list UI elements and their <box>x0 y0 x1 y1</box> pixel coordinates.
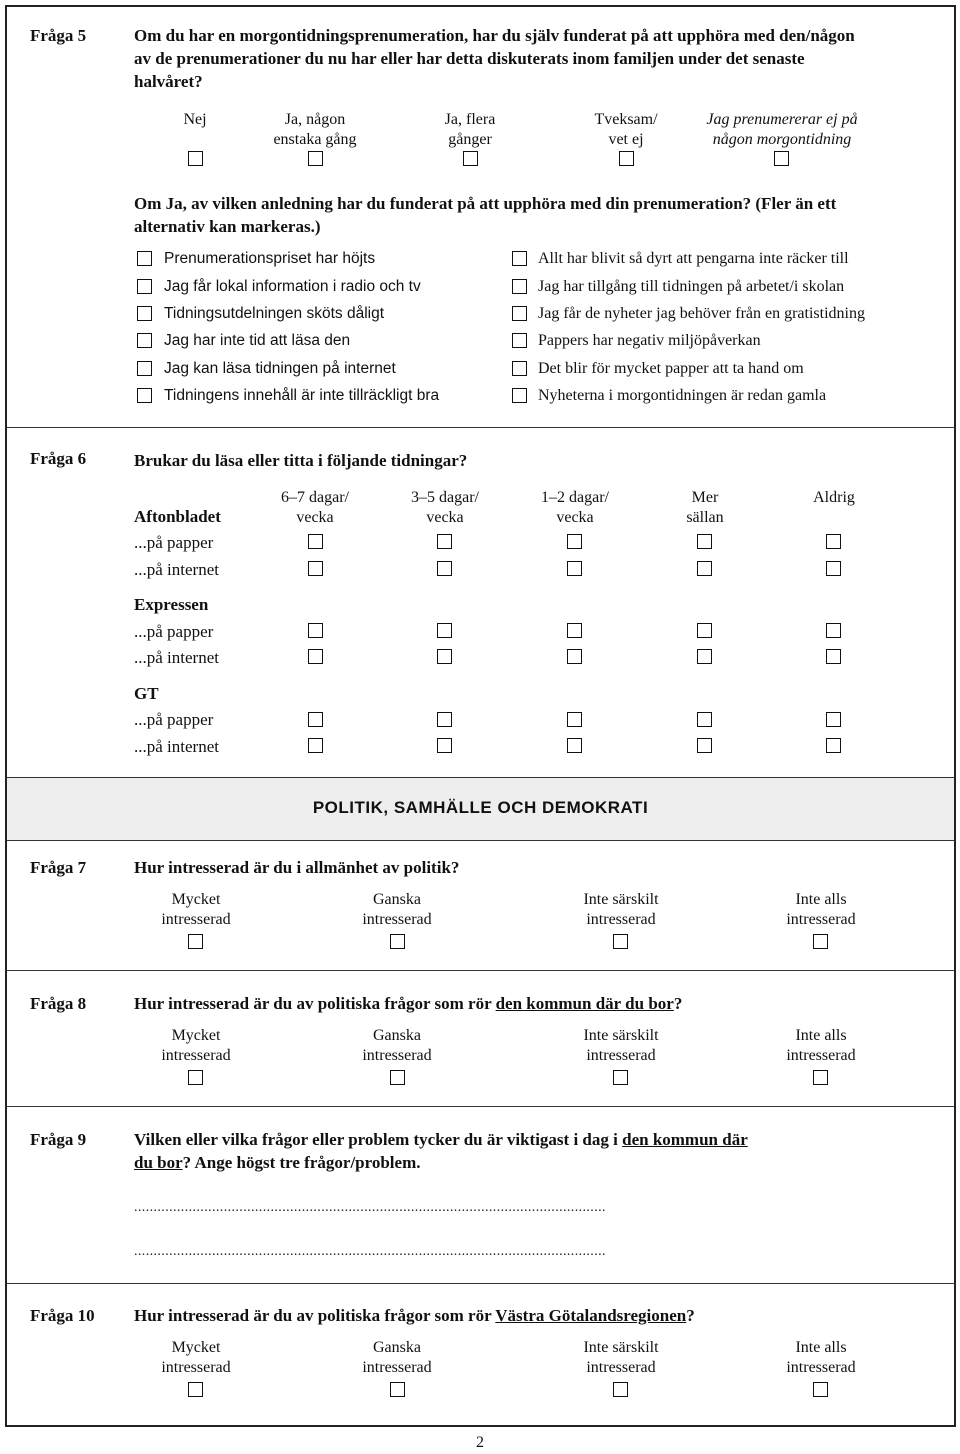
reason-label: Jag kan läsa tidningen på internet <box>164 360 396 377</box>
paper-name: Aftonbladet <box>134 507 221 526</box>
q6-checkbox[interactable] <box>567 623 582 638</box>
q6-checkbox[interactable] <box>697 738 712 753</box>
medium-label: ...på internet <box>134 648 219 667</box>
reason-label: Det blir för mycket papper att ta hand om <box>538 360 804 377</box>
q6-checkbox[interactable] <box>308 738 323 753</box>
q5-text: Om du har en morgontidningsprenumeration, har du själv funderat på att upphöra med den/någon av de prenumerationer du nu har eller har detta diskuterats inom familjen under det senaste halvåret? <box>134 26 855 91</box>
q6-column-head: 3–5 dagar/ vecka <box>411 489 479 526</box>
q7-checkbox-inte-sarskilt[interactable] <box>613 934 628 949</box>
scale-head: Inte särskilt intresserad <box>583 891 659 928</box>
q6-column-head: Aldrig <box>813 489 855 506</box>
q5-followup: Om Ja, av vilken anledning har du funderat på att upphöra med din prenumeration? (Fler än ett alternativ kan markeras.) <box>134 194 837 236</box>
q6-checkbox[interactable] <box>567 561 582 576</box>
q6-checkbox[interactable] <box>308 534 323 549</box>
q6-column-head: 6–7 dagar/ vecka <box>281 489 349 526</box>
q6-checkbox[interactable] <box>697 712 712 727</box>
medium-label: ...på papper <box>134 622 214 641</box>
q10-text: Hur intresserad är du av politiska frågor som rör Västra Götalandsregionen? <box>134 1306 695 1325</box>
q5-option-head: Nej <box>183 111 207 128</box>
reason-checkbox[interactable] <box>512 251 527 266</box>
q10-checkbox-inte-sarskilt[interactable] <box>613 1382 628 1397</box>
scale-head: Inte alls intresserad <box>786 891 856 928</box>
q5-label: Fråga 5 <box>30 26 87 45</box>
reason-label: Tidningsutdelningen sköts dåligt <box>164 305 385 322</box>
section-title: POLITIK, SAMHÄLLE OCH DEMOKRATI <box>312 798 649 817</box>
reason-checkbox[interactable] <box>137 388 152 403</box>
reason-checkbox[interactable] <box>137 251 152 266</box>
q6-column-head: 1–2 dagar/ vecka <box>541 489 609 526</box>
reason-label: Jag har inte tid att läsa den <box>164 332 351 349</box>
q10-checkbox-mycket[interactable] <box>188 1382 203 1397</box>
q6-checkbox[interactable] <box>826 561 841 576</box>
reason-label: Jag får lokal information i radio och tv <box>164 278 421 295</box>
q6-checkbox[interactable] <box>437 712 452 727</box>
q10-checkbox-inte-alls[interactable] <box>813 1382 828 1397</box>
q6-checkbox[interactable] <box>308 623 323 638</box>
q6-checkbox[interactable] <box>437 561 452 576</box>
q5-checkbox-tveksam[interactable] <box>619 151 634 166</box>
answer-line-1[interactable]: ......................................................................................................................... <box>134 1200 606 1215</box>
medium-label: ...på internet <box>134 560 219 579</box>
q6-checkbox[interactable] <box>437 649 452 664</box>
scale-head: Ganska intresserad <box>362 1339 432 1376</box>
q6-checkbox[interactable] <box>567 738 582 753</box>
paper-name: GT <box>134 684 159 703</box>
scale-head: Ganska intresserad <box>362 891 432 928</box>
q8-checkbox-inte-sarskilt[interactable] <box>613 1070 628 1085</box>
reason-label: Jag får de nyheter jag behöver från en gratistidning <box>538 305 865 322</box>
q5-option-head: Ja, någon enstaka gång <box>273 111 357 148</box>
scale-head: Inte alls intresserad <box>786 1339 856 1376</box>
q6-checkbox[interactable] <box>437 738 452 753</box>
reason-label: Prenumerationspriset har höjts <box>164 250 376 267</box>
medium-label: ...på papper <box>134 533 214 552</box>
reason-checkbox[interactable] <box>137 333 152 348</box>
medium-label: ...på papper <box>134 710 214 729</box>
scale-head: Inte alls intresserad <box>786 1027 856 1064</box>
q8-checkbox-mycket[interactable] <box>188 1070 203 1085</box>
divider <box>7 427 954 428</box>
q5-option-head: Tveksam/ vet ej <box>594 111 658 148</box>
q6-checkbox[interactable] <box>567 649 582 664</box>
divider <box>7 970 954 971</box>
q6-checkbox[interactable] <box>697 649 712 664</box>
q6-checkbox[interactable] <box>697 561 712 576</box>
reason-checkbox[interactable] <box>512 388 527 403</box>
q5-checkbox-nej[interactable] <box>188 151 203 166</box>
reason-checkbox[interactable] <box>512 333 527 348</box>
q7-label: Fråga 7 <box>30 858 87 877</box>
answer-line-2[interactable]: ......................................................................................................................... <box>134 1244 606 1259</box>
reason-label: Allt har blivit så dyrt att pengarna inte räcker till <box>538 250 849 267</box>
q8-label: Fråga 8 <box>30 994 87 1013</box>
q6-checkbox[interactable] <box>308 561 323 576</box>
q8-checkbox-ganska[interactable] <box>390 1070 405 1085</box>
q6-checkbox[interactable] <box>826 712 841 727</box>
q7-text: Hur intresserad är du i allmänhet av politik? <box>134 858 460 877</box>
q6-checkbox[interactable] <box>567 534 582 549</box>
scale-head: Mycket intresserad <box>161 1339 231 1376</box>
q5-checkbox-ja-flera[interactable] <box>463 151 478 166</box>
q5-checkbox-ja-enstaka[interactable] <box>308 151 323 166</box>
q10-checkbox-ganska[interactable] <box>390 1382 405 1397</box>
reason-checkbox[interactable] <box>512 279 527 294</box>
q6-column-head: Mer sällan <box>686 489 724 526</box>
q6-checkbox[interactable] <box>826 623 841 638</box>
q6-checkbox[interactable] <box>826 534 841 549</box>
q6-checkbox[interactable] <box>826 649 841 664</box>
q7-checkbox-mycket[interactable] <box>188 934 203 949</box>
q5-option-head: Ja, flera gånger <box>444 111 496 148</box>
q6-checkbox[interactable] <box>567 712 582 727</box>
medium-label: ...på internet <box>134 737 219 756</box>
reason-checkbox[interactable] <box>512 306 527 321</box>
q8-checkbox-inte-alls[interactable] <box>813 1070 828 1085</box>
scale-head: Mycket intresserad <box>161 1027 231 1064</box>
page-number: 2 <box>476 1434 484 1451</box>
scale-head: Inte särskilt intresserad <box>583 1027 659 1064</box>
q8-text: Hur intresserad är du av politiska frågor som rör den kommun där du bor? <box>134 994 683 1013</box>
q7-checkbox-ganska[interactable] <box>390 934 405 949</box>
reason-label: Pappers har negativ miljöpåverkan <box>538 332 761 349</box>
reason-checkbox[interactable] <box>137 279 152 294</box>
reason-checkbox[interactable] <box>512 361 527 376</box>
q6-label: Fråga 6 <box>30 449 87 468</box>
q6-checkbox[interactable] <box>437 534 452 549</box>
q9-text: Vilken eller vilka frågor eller problem tycker du är viktigast i dag i den kommun där du bor? Ange högst tre frågor/problem. <box>134 1130 748 1172</box>
q10-label: Fråga 10 <box>30 1306 95 1325</box>
q7-checkbox-inte-alls[interactable] <box>813 934 828 949</box>
q6-checkbox[interactable] <box>697 623 712 638</box>
q9-label: Fråga 9 <box>30 1130 87 1149</box>
section-banner <box>7 777 954 841</box>
scale-head: Inte särskilt intresserad <box>583 1339 659 1376</box>
paper-name: Expressen <box>134 595 209 614</box>
scale-head: Ganska intresserad <box>362 1027 432 1064</box>
reason-label: Nyheterna i morgontidningen är redan gamla <box>538 387 827 404</box>
reason-checkbox[interactable] <box>137 361 152 376</box>
q5-checkbox-prenumererar-ej[interactable] <box>774 151 789 166</box>
reason-checkbox[interactable] <box>137 306 152 321</box>
q6-checkbox[interactable] <box>437 623 452 638</box>
divider <box>7 1106 954 1107</box>
reason-label: Tidningens innehåll är inte tillräckligt bra <box>164 387 440 404</box>
q6-checkbox[interactable] <box>308 712 323 727</box>
reason-label: Jag har tillgång till tidningen på arbetet/i skolan <box>538 278 845 295</box>
q6-text: Brukar du läsa eller titta i följande tidningar? <box>134 451 468 470</box>
q6-checkbox[interactable] <box>697 534 712 549</box>
scale-head: Mycket intresserad <box>161 891 231 928</box>
q6-checkbox[interactable] <box>826 738 841 753</box>
q6-checkbox[interactable] <box>308 649 323 664</box>
divider <box>7 1283 954 1284</box>
q5-option-head: Jag prenumererar ej på någon morgontidning <box>706 111 858 148</box>
